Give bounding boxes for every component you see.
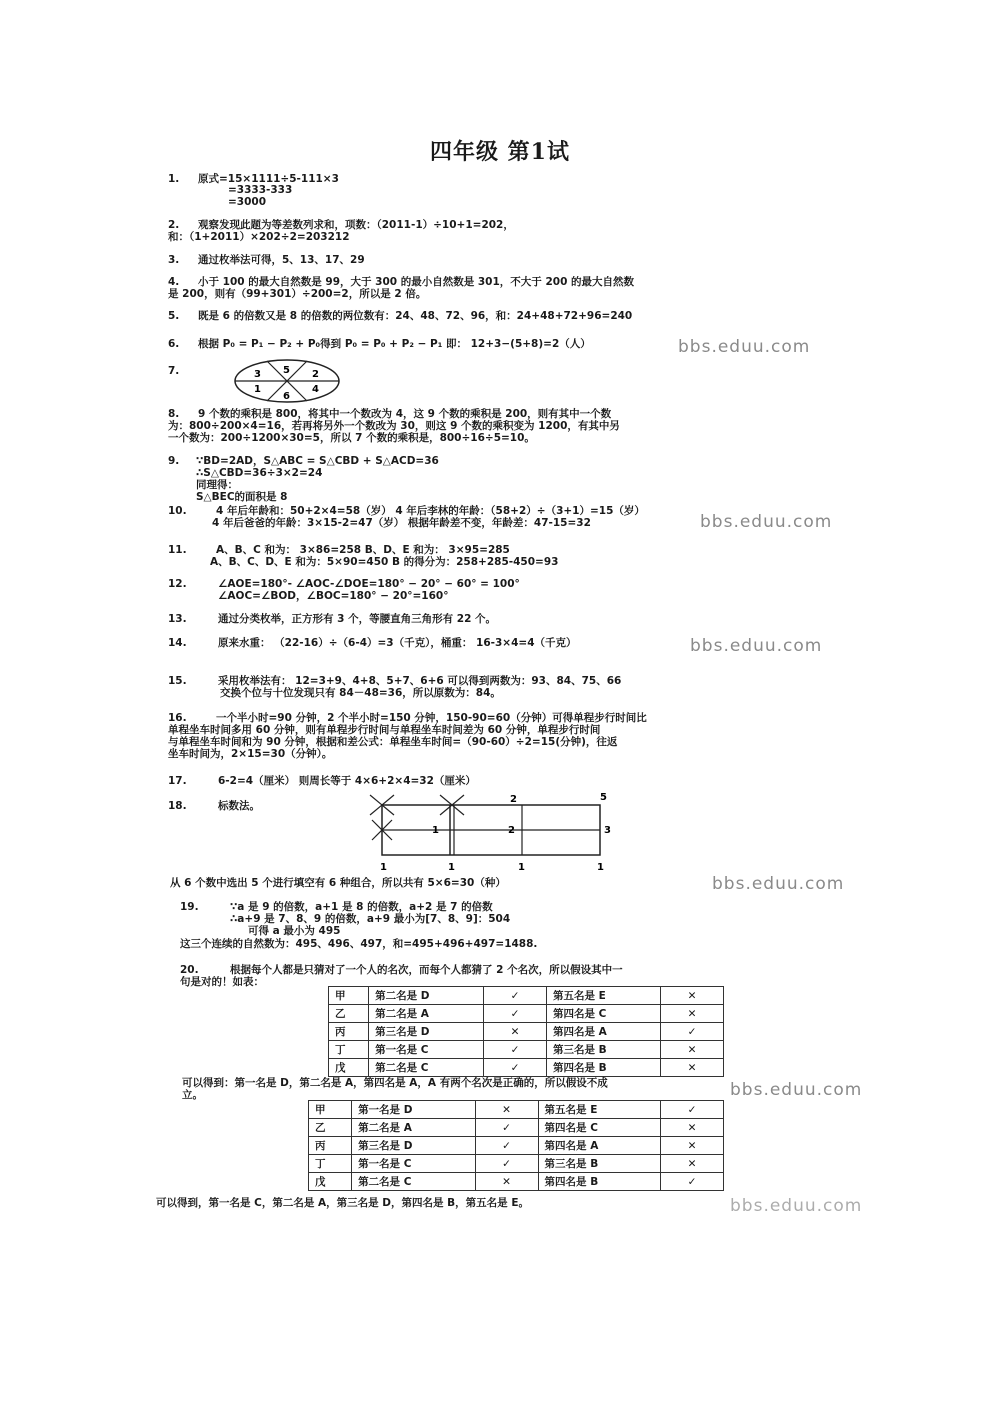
item-line: A、B、C 和为： 3×86=258 B、D、E 和为： 3×95=285: [216, 544, 510, 556]
watermark: bbs.eduu.com: [712, 874, 845, 894]
watermark: bbs.eduu.com: [678, 337, 811, 357]
page-title: 四年级 第1试: [430, 139, 570, 165]
table-row: [309, 1173, 724, 1191]
grid-label: 1: [432, 825, 439, 836]
guess-table-1: [328, 986, 724, 1077]
item-number: 19.: [180, 901, 199, 913]
table-row: [309, 1137, 724, 1155]
item-line: 6-2=4（厘米） 则周长等于 4×6+2×4=32（厘米）: [218, 775, 476, 787]
table-cell: 丁: [329, 1041, 369, 1059]
wheel-num: 6: [283, 391, 290, 402]
item-line: 与单程坐车时间和为 90 分钟，根据和差公式：单程坐车时间=（90-60）÷2=15(分钟)，往返: [168, 736, 618, 748]
table-note: 可以得到：第一名是 D，第二名是 A，第四名是 A，A 有两个名次是正确的，所以假设不成: [182, 1077, 608, 1089]
item-number: 16.: [168, 712, 187, 724]
item-number: 5.: [168, 310, 180, 322]
table-cell: 第一名是 C: [352, 1155, 475, 1173]
table-cell: 丙: [309, 1137, 352, 1155]
table-cell: ✓: [475, 1119, 538, 1137]
table-cell: 乙: [309, 1119, 352, 1137]
table-row: [329, 1023, 724, 1041]
wheel-num: 5: [283, 365, 290, 376]
table-cell: ✓: [661, 1101, 724, 1119]
table-cell: 第三名是 B: [538, 1155, 660, 1173]
item-line: =3333-333: [228, 184, 293, 196]
item-line: 一个数为：200÷1200×30=5，所以 7 个数的乘积是，800÷16÷5=10。: [168, 432, 535, 444]
table-cell: 第一名是 D: [352, 1101, 475, 1119]
table-row: [329, 987, 724, 1005]
item-number: 12.: [168, 578, 187, 590]
item-line: 句是对的！如表：: [180, 976, 264, 988]
table-cell: 第二名是 D: [369, 987, 484, 1005]
item-line: 9 个数的乘积是 800，将其中一个数改为 4，这 9 个数的乘积是 200，则有其中一个数: [198, 408, 612, 420]
item-number: 4.: [168, 276, 180, 288]
item-line: 原来水重： （22-16）÷（6-4）=3（千克），桶重： 16-3×4=4（千克）: [218, 637, 577, 649]
item-line: 4 年后爸爸的年龄：3×15-2=47（岁） 根据年龄差不变，年龄差：47-15=32: [212, 517, 591, 529]
table-cell: 第三名是 D: [369, 1023, 484, 1041]
item-number: 15.: [168, 675, 187, 687]
item-number: 10.: [168, 505, 187, 517]
guess-table-2: [308, 1100, 724, 1191]
wheel-diagram: [232, 358, 342, 404]
table-cell: 丁: [309, 1155, 352, 1173]
item-number: 1.: [168, 173, 180, 185]
item-line: A、B、C、D、E 和为：5×90=450 B 的得分为：258+285-450=93: [210, 556, 559, 568]
item-line: ∵a 是 9 的倍数，a+1 是 8 的倍数，a+2 是 7 的倍数: [230, 901, 493, 913]
item-line: 小于 100 的最大自然数是 99，大于 300 的最小自然数是 301，不大于 200 的最大自然数: [198, 276, 635, 288]
item-line: 采用枚举法有： 12=3+9、4+8、5+7、6+6 可以得到两数为：93、84、75、66: [218, 675, 622, 687]
table-cell: 第四名是 A: [547, 1023, 661, 1041]
grid-label: 2: [508, 825, 515, 836]
wheel-num: 4: [312, 384, 319, 395]
table-cell: 乙: [329, 1005, 369, 1023]
table-cell: 戊: [329, 1059, 369, 1077]
table-cell: 第二名是 C: [352, 1173, 475, 1191]
table-cell: 第二名是 C: [369, 1059, 484, 1077]
table-note: 立。: [182, 1089, 203, 1101]
table-cell: 第四名是 B: [547, 1059, 661, 1077]
item-line: 同理得：: [196, 479, 238, 491]
item-line: 原式=15×1111÷5-111×3: [198, 173, 339, 185]
table-cell: 丙: [329, 1023, 369, 1041]
table-cell: ✓: [484, 987, 547, 1005]
item-line: 为：800÷200×4=16，若再将另外一个数改为 30，则这 9 个数的乘积变为 1200，有其中另: [168, 420, 620, 432]
table-row: [309, 1101, 724, 1119]
item-line: 根据 P₀ = P₁ − P₂ + P₀得到 P₀ = P₀ + P₂ − P₁ 即： 12+3−(5+8)=2（人）: [198, 338, 591, 350]
item-line: 标数法。: [218, 800, 260, 812]
item-number: 14.: [168, 637, 187, 649]
wheel-num: 2: [312, 369, 319, 380]
grid-label: 3: [604, 825, 611, 836]
table-cell: ✕: [661, 1005, 724, 1023]
table-cell: 甲: [329, 987, 369, 1005]
item-line: 坐车时间为，2×15=30（分钟）。: [168, 748, 333, 760]
table-cell: ✕: [475, 1101, 538, 1119]
item-number: 11.: [168, 544, 187, 556]
item-number: 6.: [168, 338, 180, 350]
table-cell: ✕: [661, 1155, 724, 1173]
item-line: 通过分类枚举，正方形有 3 个，等腰直角三角形有 22 个。: [218, 613, 497, 625]
table-cell: ✕: [475, 1173, 538, 1191]
item-line: S△BEC的面积是 8: [196, 491, 288, 503]
table-cell: ✕: [661, 1059, 724, 1077]
grid-label: 1: [380, 862, 387, 873]
item-line: 4 年后年龄和：50+2×4=58（岁） 4 年后李林的年龄：（58+2）÷（3+1）=15（岁）: [216, 505, 645, 517]
table-cell: ✓: [661, 1173, 724, 1191]
watermark: bbs.eduu.com: [730, 1196, 863, 1216]
item-number: 8.: [168, 408, 180, 420]
item-number: 3.: [168, 254, 180, 266]
item-line: 观察发现此题为等差数列求和，项数：（2011-1）÷10+1=202，: [198, 219, 514, 231]
grid-label: 1: [448, 862, 455, 873]
table-cell: ✕: [661, 987, 724, 1005]
table-row: [329, 1005, 724, 1023]
table-cell: ✓: [484, 1041, 547, 1059]
item-line: ∴S△CBD=36÷3×2=24: [196, 467, 323, 479]
table-cell: ✓: [475, 1155, 538, 1173]
table-cell: ✓: [475, 1137, 538, 1155]
item-line: 一个半小时=90 分钟，2 个半小时=150 分钟，150-90=60（分钟）可得单程步行时间比: [216, 712, 647, 724]
table-cell: 第三名是 D: [352, 1137, 475, 1155]
item-line: ∴a+9 是 7、8、9 的倍数，a+9 最小为[7、8、9]：504: [230, 913, 511, 925]
table-row: [329, 1059, 724, 1077]
table-cell: ✕: [661, 1119, 724, 1137]
table-row: [309, 1119, 724, 1137]
table-cell: ✕: [661, 1137, 724, 1155]
item-number: 2.: [168, 219, 180, 231]
watermark: bbs.eduu.com: [690, 636, 823, 656]
table-cell: 第四名是 A: [538, 1137, 660, 1155]
item-number: 18.: [168, 800, 187, 812]
item-line: 交换个位与十位发现只有 84－48=36，所以原数为：84。: [220, 687, 501, 699]
wheel-num: 1: [254, 384, 261, 395]
table-cell: 戊: [309, 1173, 352, 1191]
grid-label: 1: [518, 862, 525, 873]
table-cell: ✕: [484, 1023, 547, 1041]
table-cell: 第一名是 C: [369, 1041, 484, 1059]
item-line: ∵BD=2AD，S△ABC = S△CBD + S△ACD=36: [196, 455, 439, 467]
table-cell: 第四名是 C: [538, 1119, 660, 1137]
table-row: [329, 1041, 724, 1059]
table-cell: 第二名是 A: [369, 1005, 484, 1023]
table-cell: ✓: [484, 1005, 547, 1023]
watermark: bbs.eduu.com: [700, 512, 833, 532]
item-number: 13.: [168, 613, 187, 625]
table-cell: ✕: [661, 1041, 724, 1059]
item-line: ∠AOC=∠BOD，∠BOC=180° − 20°=160°: [218, 590, 449, 602]
grid-label: 5: [600, 792, 607, 803]
item-line: 和：（1+2011）×202÷2=203212: [168, 231, 350, 243]
item-line: 单程坐车时间多用 60 分钟，则有单程步行时间与单程坐车时间差为 60 分钟，单程步行时间: [168, 724, 601, 736]
table-cell: 第四名是 B: [538, 1173, 660, 1191]
item-line: =3000: [228, 196, 267, 208]
item-number: 17.: [168, 775, 187, 787]
table-row: [309, 1155, 724, 1173]
table-cell: 第二名是 A: [352, 1119, 475, 1137]
item-line: 从 6 个数中选出 5 个进行填空有 6 种组合，所以共有 5×6=30（种）: [170, 877, 506, 889]
item-number: 7.: [168, 365, 180, 377]
table-cell: 第三名是 B: [547, 1041, 661, 1059]
table-cell: 第四名是 C: [547, 1005, 661, 1023]
table-cell: ✓: [661, 1023, 724, 1041]
table-note: 可以得到，第一名是 C，第二名是 A，第三名是 D，第四名是 B，第五名是 E。: [156, 1197, 529, 1209]
item-line: 这三个连续的自然数为：495、496、497，和=495+496+497=1488.: [180, 938, 538, 950]
item-number: 9.: [168, 455, 180, 467]
table-cell: 甲: [309, 1101, 352, 1119]
item-line: ∠AOE=180°- ∠AOC-∠DOE=180° − 20° − 60° = 100°: [218, 578, 520, 590]
grid-label: 2: [510, 794, 517, 805]
item-line: 是 200，则有（99+301）÷200=2，所以是 2 倍。: [168, 288, 427, 300]
item-line: 通过枚举法可得，5、13、17、29: [198, 254, 365, 266]
item-number: 20.: [180, 964, 199, 976]
grid-diagram: [362, 790, 622, 876]
table-cell: 第五名是 E: [538, 1101, 660, 1119]
grid-label: 1: [597, 862, 604, 873]
item-line: 根据每个人都是只猜对了一个人的名次，而每个人都猜了 2 个名次，所以假设其中一: [230, 964, 623, 976]
item-line: 既是 6 的倍数又是 8 的倍数的两位数有：24、48、72、96，和：24+48+72+96=240: [198, 310, 633, 322]
wheel-num: 3: [254, 369, 261, 380]
table-cell: 第五名是 E: [547, 987, 661, 1005]
item-line: 可得 a 最小为 495: [248, 925, 341, 937]
watermark: bbs.eduu.com: [730, 1080, 863, 1100]
table-cell: ✓: [484, 1059, 547, 1077]
